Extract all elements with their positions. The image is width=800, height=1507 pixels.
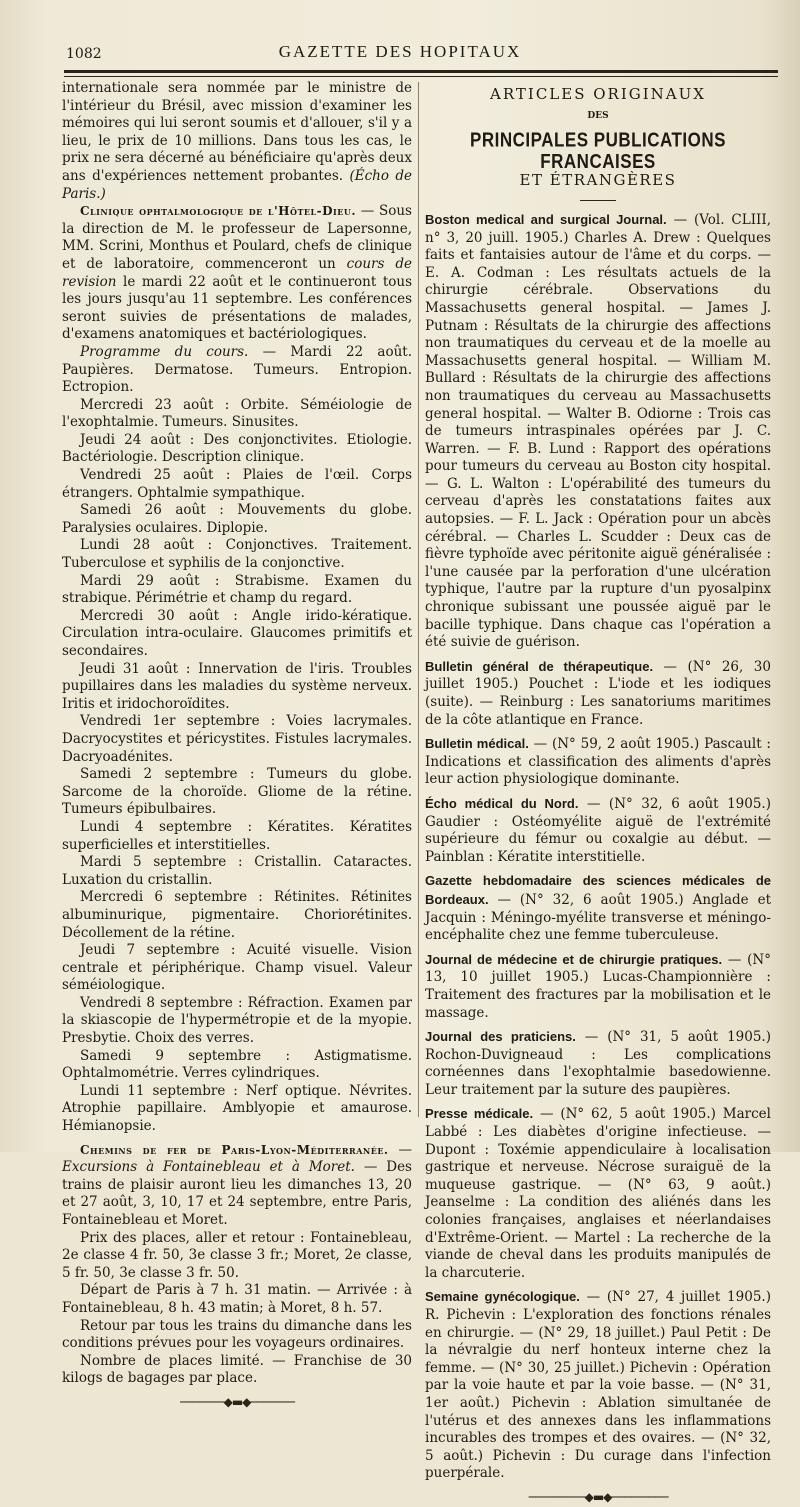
publication-journal: Gazette hebdomadaire des sciences médicales de Bordeaux.	[425, 873, 771, 907]
schedule-day: Lundi 4 septembre : Kératites. Kératites superficielles et interstitielles.	[62, 818, 412, 853]
clinique-text: — Sous la direction de M. le professeur de Lapersonne, MM. Scrini, Monthus et Poulard, chefs de clinique et de laboratoire, commenceront un	[62, 203, 412, 272]
schedule-day: Vendredi 8 septembre : Réfraction. Examen par la skiascopie de l'hypermétropie et de la myopie. Presbytie. Choix des verres.	[62, 994, 412, 1047]
publication-text: — (N° 26, 30 juillet 1905.) Pouchet : L'iode et les iodiques (suite). — Reinburg : Les sanatoriums maritimes de la côte atlantique en France.	[425, 658, 771, 728]
schedule-day: Vendredi 1er septembre : Voies lacrymales. Dacryocystites et péricystites. Fistules lacrymales. Dacryoadénites.	[62, 713, 412, 765]
publication-text: — (N° 62, 5 août 1905.) Marcel Labbé : Les diabètes d'origine infectieuse. — Dupont : Toxémie appendiculaire à localisation gastrique et nerveuse. Nécrose suraiguë de la muqueuse gastrique. — (N° 63, 9 août.) Jeanselme : La condition des aliénés dans les colonies françaises, anglaises et néerlandaises d'Extrême-Orient. — Martel : La recherche de la viande de cheval dans les produits manipulés de la charcuterie.	[425, 1106, 771, 1281]
section-title: ARTICLES ORIGINAUX	[490, 85, 706, 103]
publication-journal: Bulletin médical.	[425, 736, 529, 752]
section-des: DES	[587, 110, 609, 121]
journal-title: GAZETTE DES HOPITAUX	[278, 42, 522, 61]
header-rule-thin	[64, 76, 778, 77]
publication-journal: Écho médical du Nord.	[425, 795, 579, 811]
publication-list	[425, 211, 771, 1483]
programme-paragraph	[62, 344, 412, 397]
programme-heading: Programme du cours.	[80, 343, 249, 360]
prix-paragraph: Prix des places, aller et retour : Fontainebleau, 2e classe 4 fr. 50, 3e classe 3 fr.; Moret, 2e classe, 5 fr. 50, 3e classe 3 fr. 50.	[62, 1229, 412, 1281]
section-main-title: PRINCIPALES PUBLICATIONS FRANCAISES	[470, 128, 726, 173]
schedule-day: Mercredi 30 août : Angle irido-kératique. Circulation intra-oculaire. Glaucomes primitifs et secondaires.	[62, 607, 412, 659]
publication-text: — (Vol. CLIII, n° 3, 20 juill. 1905.) Charles A. Drew : Quelques faits et fantaisies autour de l'âme et du corps. — E. A. Codman : Les résultats actuels de la chirurgie cérébrale. Observations du Massachusetts general hospital. — James J. Putnam : Résultats de la chirurgie des affections non traumatiques du cerveau et de la moelle au Massachusetts general hospital. — William M. Bullard : Résultats de la chirurgie des affections non traumatiques du cerveau au Massachusetts general hospital. — Walter B. Odiorne : Trois cas de tumeurs intraspinales opérées par J. C. Warren. — F. B. Lund : Rapport des opérations pour tumeurs du cerveau au Boston city hospital. — G. L. Walton : L'opérabilité des tumeurs du cerveau d'après les constatations faites aux autopsies. — F. L. Jack : Opération pour un abcès cérébral. — Charles L. Scudder : Deux cas de fièvre typhoïde avec péritonite aiguë généralisée : l'une causée par la perforation d'une ulcération typhique, l'autre par la rupture d'un pyosalpinx chronique subissant une poussée aiguë par le bacille typhique. Dans chaque cas l'opération a été suivie de guérison.	[425, 211, 771, 651]
publication-entry	[425, 211, 771, 652]
chemins-text: — Des trains de plaisir auront lieu les dimanches 13, 20 et 27 août, 3, 10, 17 et 24 septembre, entre Paris, Fontainebleau et Moret.	[62, 1159, 412, 1228]
schedule-day: Mardi 5 septembre : Cristallin. Cataractes. Luxation du cristallin.	[62, 854, 412, 888]
schedule-day: Lundi 28 août : Conjonctives. Traitement. Tuberculose et syphilis de la conjonctive.	[62, 537, 412, 572]
publication-entry	[425, 1028, 771, 1099]
page-number: 1082	[66, 46, 102, 62]
publication-entry	[425, 1288, 771, 1483]
publication-entry	[425, 872, 771, 944]
header-rule-thick	[64, 70, 778, 73]
publication-journal: Boston medical and surgical Journal.	[425, 211, 667, 227]
schedule-day: Samedi 9 septembre : Astigmatisme. Ophtalmométrie. Verres cylindriques.	[62, 1047, 412, 1082]
right-ornament: ─────────◆▬◆─────────	[528, 1489, 668, 1504]
publication-journal: Semaine gynécologique.	[425, 1289, 580, 1305]
publication-entry	[425, 1105, 771, 1282]
schedule-day: Jeudi 7 septembre : Acuité visuelle. Vision centrale et périphérique. Champ visuel. Valeur séméiologique.	[62, 942, 412, 994]
publication-entry	[425, 735, 771, 789]
publication-text: — (N° 31, 5 août 1905.) Rochon-Duvigneaud : Les complications cornéennes dans l'exophtalmie basedowienne. Leur traitement par la suture des paupières.	[425, 1029, 771, 1098]
section-subtitle: ET ÉTRANGÈRES	[519, 171, 677, 190]
chemins-dash: —	[388, 1141, 412, 1158]
nombre-paragraph: Nombre de places limité. — Franchise de 30 kilogs de bagages par place.	[62, 1352, 412, 1387]
prize-text: internationale sera nommée par le ministre de l'intérieur du Brésil, avec mission d'examiner les mémoires qui lui seront soumis et d'allouer, s'il y a lieu, le prix de 10 millions. Dans tous les cas, le prix ne sera décerné au bénéficiaire qu'après deux ans d'expériences nettement probantes.	[62, 80, 412, 184]
schedule-day: Jeudi 24 août : Des conjonctivites. Etiologie. Bactériologie. Description clinique.	[62, 431, 412, 466]
right-column	[425, 80, 771, 1507]
programme-text: — Mardi 22 août. Paupières. Dermatose. Tumeurs. Entropion. Ectropion.	[62, 343, 412, 396]
chemins-heading: Chemins de fer de Paris-Lyon-Méditerranée.	[80, 1142, 389, 1157]
schedule-day: Mardi 29 août : Strabisme. Examen du strabique. Périmétrie et champ du regard.	[62, 572, 412, 607]
clinique-paragraph	[62, 203, 412, 344]
depart-paragraph: Départ de Paris à 7 h. 31 matin. — Arrivée : à Fontainebleau, 8 h. 43 matin; à Moret, 8 h. 57.	[62, 1282, 412, 1316]
publication-text: — (N° 27, 4 juillet 1905.) R. Pichevin : L'exploration des fonctions rénales en chirurgie. — (N° 29, 18 juillet.) Paul Petit : De la névralgie du nerf honteux interne chez la femme. — (N° 30, 25 juillet.) Pichevin : Opération par la voie haute et par la voie basse. — (N° 31, 1er août.) Pichevin : Ablation simultanée de l'utérus et des annexes dans les inflammations incurables des trompes et des ovaires. — (N° 32, 5 août.) Pichevin : Du curage dans l'infection puerpérale.	[425, 1289, 771, 1482]
schedule-day: Samedi 2 septembre : Tumeurs du globe. Sarcome de la choroïde. Gliome de la rétine. Tumeurs épibulbaires.	[62, 766, 412, 818]
schedule-day: Mercredi 6 septembre : Rétinites. Rétinites albuminurique, pigmentaire. Choriorétinites. Décollement de la rétine.	[62, 889, 412, 941]
publication-entry	[425, 795, 771, 866]
prize-paragraph	[62, 80, 412, 203]
publication-entry	[425, 951, 771, 1022]
clinique-italic: cours de revision	[62, 255, 413, 290]
publication-entry	[425, 658, 771, 729]
clinique-text-2: le mardi 22 août et le continueront tous les jours jusqu'au 11 septembre. Les conférences seront suivies de présentations de malades, d'examens anatomiques et bactériologiques.	[62, 273, 412, 343]
publication-text: — (N° 59, 2 août 1905.) Pascault : Indications et classification des aliments d'après leur action physiologique dominante.	[425, 736, 771, 788]
publication-journal: Journal de médecine et de chirurgie pratiques.	[425, 951, 723, 967]
course-schedule	[62, 397, 412, 1136]
publication-text: — (N° 32, 6 août 1905.) Gaudier : Ostéomyélite aiguë de l'extrémité supérieure du fémur ou coxalgie au début. — Painblan : Kératite interstitielle.	[425, 795, 771, 865]
clinique-heading: Clinique ophtalmologique de l'Hôtel-Dieu.	[80, 204, 357, 219]
publication-journal: Journal des praticiens.	[425, 1029, 576, 1045]
schedule-day: Lundi 11 septembre : Nerf optique. Névrites. Atrophie papillaire. Amblyopie et amaurose. Hémianopsie.	[62, 1082, 412, 1135]
schedule-day: Jeudi 31 août : Innervation de l'iris. Troubles pupillaires dans les maladies du système nerveux. Iritis et iridochoroïdites.	[62, 660, 412, 712]
schedule-day: Samedi 26 août : Mouvements du globe. Paralysies oculaires. Diplopie.	[62, 502, 412, 536]
left-ornament: ───────◆▬◆───────	[180, 1394, 294, 1409]
chemins-paragraph	[62, 1142, 412, 1230]
publication-text: — (N° 32, 6 août 1905.) Anglade et Jacquin : Méningo-myélite transverse et méningo-encéphalite chez une femme tuberculeuse.	[425, 891, 771, 944]
left-column	[62, 80, 412, 1412]
publication-text: — (N° 13, 10 juillet 1905.) Lucas-Championnière : Traitement des fractures par la mobilisation et le massage.	[425, 951, 771, 1021]
publication-journal: Bulletin général de thérapeutique.	[425, 658, 654, 674]
retour-paragraph: Retour par tous les trains du dimanche dans les conditions prévues pour les voyageurs ordinaires.	[62, 1317, 412, 1352]
prize-source: (Écho de Paris.)	[62, 167, 412, 202]
section-rule	[580, 200, 616, 201]
schedule-day: Vendredi 25 août : Plaies de l'œil. Corps étrangers. Ophtalmie sympathique.	[62, 467, 412, 501]
publication-journal: Presse médicale.	[425, 1106, 534, 1122]
column-divider	[418, 82, 419, 1117]
chemins-italic: Excursions à Fontainebleau et à Moret.	[62, 1159, 355, 1176]
schedule-day: Mercredi 23 août : Orbite. Séméiologie de l'exophtalmie. Tumeurs. Sinusites.	[62, 396, 412, 431]
